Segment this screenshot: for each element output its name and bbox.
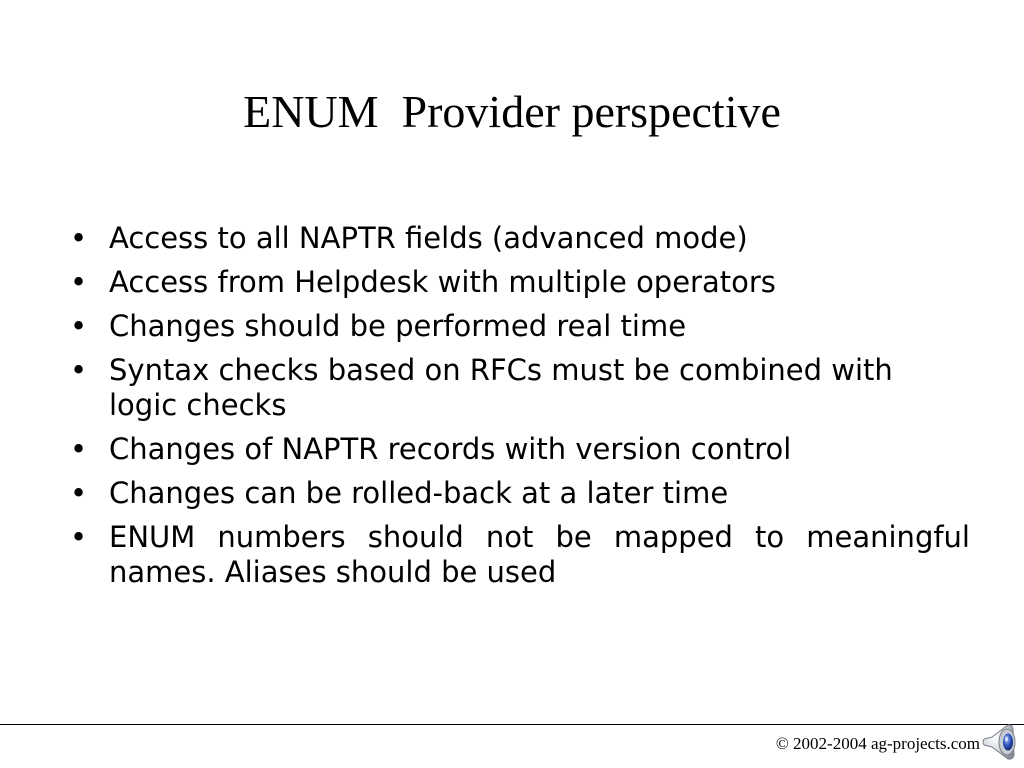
bullet-text: ENUM numbers should not be mapped to meaningful names. Aliases should be used (109, 520, 970, 589)
bullet-text: Changes can be rolled-back at a later time (109, 476, 729, 510)
bullet-marker: • (70, 432, 88, 466)
bullet-marker: • (70, 309, 88, 343)
bullet-marker: • (70, 265, 88, 299)
speaker-icon[interactable] (978, 719, 1024, 765)
bullet-marker: • (70, 476, 88, 510)
bullet-item-4 (70, 353, 970, 423)
bullet-text: Changes should be performed real time (109, 309, 687, 343)
bullet-marker: • (70, 353, 88, 387)
bullet-item-5 (70, 432, 970, 467)
footer-divider (0, 724, 1024, 725)
bullet-text: Syntax checks based on RFCs must be combined with logic checks (109, 353, 893, 422)
bullet-text: Changes of NAPTR records with version control (109, 432, 792, 466)
bullet-marker: • (70, 520, 88, 554)
bullet-item-2 (70, 265, 970, 300)
bullet-item-6 (70, 476, 970, 511)
bullet-marker: • (70, 221, 88, 255)
bullet-text: Access from Helpdesk with multiple operators (109, 265, 776, 299)
bullet-text: Access to all NAPTR fields (advanced mode) (109, 221, 748, 255)
bullet-list (70, 221, 970, 599)
bullet-item-3 (70, 309, 970, 344)
slide-title: ENUM Provider perspective (243, 86, 781, 137)
footer-copyright: © 2002-2004 ag-projects.com (775, 734, 980, 753)
bullet-item-1 (70, 221, 970, 256)
bullet-item-7 (70, 520, 970, 590)
